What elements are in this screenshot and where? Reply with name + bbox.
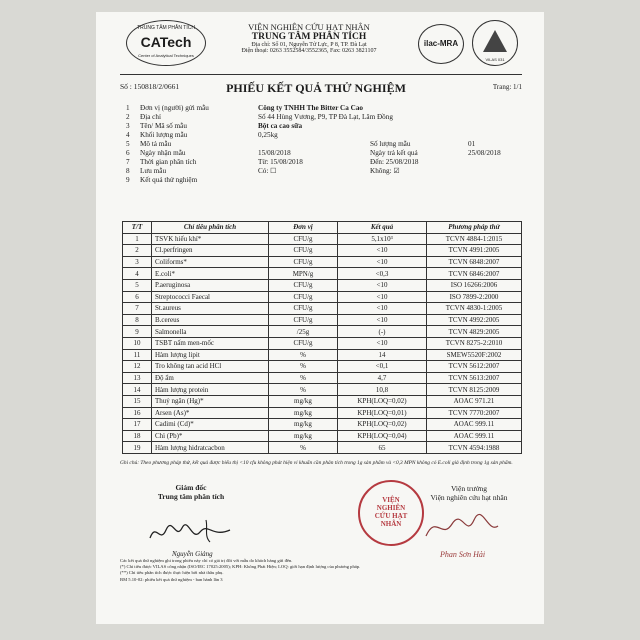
cell-unit: % xyxy=(269,361,338,373)
sender-value: Công ty TNHH The Bitter Ca Cao xyxy=(258,104,364,112)
cell-result: KPH(LOQ=0,04) xyxy=(338,430,427,442)
info-number: 4 xyxy=(126,131,130,139)
info-label: Ngày trả kết quả xyxy=(370,149,418,157)
cell-unit: CFU/g xyxy=(269,233,338,245)
cell-name: B.cereus xyxy=(152,314,269,326)
info-label: Kết quả thử nghiệm xyxy=(140,176,198,184)
info-label: Ngày nhận mẫu xyxy=(140,149,186,157)
table-row xyxy=(123,256,522,268)
cell-method: ISO 7899-2:2000 xyxy=(427,291,522,303)
info-row xyxy=(120,140,522,149)
cell-method: TCVN 6848:2007 xyxy=(427,256,522,268)
cell-method: TCVN 6846:2007 xyxy=(427,268,522,280)
cell-result: <10 xyxy=(338,245,427,257)
vilas-triangle-icon xyxy=(483,30,507,52)
results-body xyxy=(123,233,522,453)
table-row xyxy=(123,442,522,454)
table-row xyxy=(123,361,522,373)
head-org: Viện nghiên cứu hạt nhân xyxy=(430,493,508,502)
received-date-value: 15/08/2018 xyxy=(258,149,291,157)
cell-name: Salmonella xyxy=(152,326,269,338)
retain-yes-checkbox: Có: ☐ xyxy=(258,167,277,175)
cell-tt: 16 xyxy=(123,407,152,419)
stamp-text: VIỆN NGHIÊN CỨU HẠT NHÂN xyxy=(374,496,408,528)
info-number: 8 xyxy=(126,167,130,175)
cell-name: Thuỷ ngân (Hg)* xyxy=(152,395,269,407)
director-signature-icon xyxy=(146,516,236,548)
sample-name-value: Bột ca cao sữa xyxy=(258,122,303,130)
info-number: 3 xyxy=(126,122,130,130)
cell-unit: mg/kg xyxy=(269,430,338,442)
table-row xyxy=(123,407,522,419)
cell-method: TCVN 8125:2009 xyxy=(427,384,522,396)
cell-unit: CFU/g xyxy=(269,303,338,315)
info-label: Số lượng mẫu xyxy=(370,140,411,148)
header-divider xyxy=(120,74,522,75)
cell-result: KPH(LOQ=0,02) xyxy=(338,395,427,407)
cell-unit: % xyxy=(269,349,338,361)
cell-result: (-) xyxy=(338,326,427,338)
cell-name: Độ ẩm xyxy=(152,372,269,384)
cell-unit: mg/kg xyxy=(269,407,338,419)
info-row xyxy=(120,176,522,185)
head-name: Phan Sơn Hải xyxy=(440,550,486,559)
return-date-value: 25/08/2018 xyxy=(468,149,501,157)
cell-method: TCVN 5613:2007 xyxy=(427,372,522,384)
cell-method: TCVN 4992:2005 xyxy=(427,314,522,326)
retain-no-checkbox: Không: ☑ xyxy=(370,167,400,175)
cell-tt: 2 xyxy=(123,245,152,257)
info-row xyxy=(120,104,522,113)
table-row xyxy=(123,419,522,431)
cell-name: Tro không tan acid HCl xyxy=(152,361,269,373)
cell-name: Hàm lượng hidratcacbon xyxy=(152,442,269,454)
cell-unit: mg/kg xyxy=(269,395,338,407)
info-label: Đơn vị (người) gửi mẫu xyxy=(140,104,209,112)
director-title: Giám đốc xyxy=(175,483,207,492)
report-sheet xyxy=(96,12,544,624)
cell-name: Hàm lượng protein xyxy=(152,384,269,396)
cell-tt: 14 xyxy=(123,384,152,396)
cell-name: P.aeruginosa xyxy=(152,279,269,291)
cell-tt: 13 xyxy=(123,372,152,384)
cell-result: 5,1x10³ xyxy=(338,233,427,245)
cell-tt: 19 xyxy=(123,442,152,454)
info-number: 6 xyxy=(126,149,130,157)
institute-address: Địa chỉ: Số 01, Nguyễn Tử Lực, P 8, TP. Đà Lạt xyxy=(251,42,367,48)
cell-name: Streptococci Faecal xyxy=(152,291,269,303)
footer-line: (**) Chỉ tiêu phân tích được thực hiện bởi nhà thầu phụ. xyxy=(120,570,224,576)
cell-method: TCVN 7770:2007 xyxy=(427,407,522,419)
catech-logo-subtitle: Center of Analytical Techniques xyxy=(138,53,194,58)
table-row xyxy=(123,337,522,349)
col-header-tt: T/T xyxy=(123,222,152,234)
footer-line: Các kết quả thử nghiệm ghi trong phiếu này chỉ có giá trị đối với mẫu do khách hàng gửi đến. xyxy=(120,558,293,563)
cell-result: 10,8 xyxy=(338,384,427,396)
info-number: 5 xyxy=(126,140,130,148)
report-number: Số : 150818/2/0661 xyxy=(120,82,180,91)
table-row xyxy=(123,326,522,338)
head-signature-icon xyxy=(422,510,502,544)
cell-result: <10 xyxy=(338,279,427,291)
cell-method: TCVN 4884-1:2015 xyxy=(427,233,522,245)
cell-unit: CFU/g xyxy=(269,279,338,291)
cell-tt: 12 xyxy=(123,361,152,373)
cell-tt: 5 xyxy=(123,279,152,291)
cell-unit: CFU/g xyxy=(269,337,338,349)
analysis-to-value: Đến: 25/08/2018 xyxy=(370,158,419,166)
cell-result: <0,3 xyxy=(338,268,427,280)
cell-name: Coliforms* xyxy=(152,256,269,268)
cell-tt: 4 xyxy=(123,268,152,280)
cell-method: SMEW5520F:2002 xyxy=(427,349,522,361)
cell-unit: /25g xyxy=(269,326,338,338)
cell-method: ISO 16266:2006 xyxy=(427,279,522,291)
info-number: 9 xyxy=(126,176,130,184)
sample-weight-value: 0,25kg xyxy=(258,131,278,139)
analysis-from-value: Từ: 15/08/2018 xyxy=(258,158,303,166)
info-number: 1 xyxy=(126,104,130,112)
catech-logo-name: CATech xyxy=(140,34,192,50)
info-label: Mô tả mẫu xyxy=(140,140,172,148)
cell-tt: 7 xyxy=(123,303,152,315)
table-row xyxy=(123,303,522,315)
cell-result: 65 xyxy=(338,442,427,454)
cell-method: AOAC 999.11 xyxy=(427,419,522,431)
table-row xyxy=(123,291,522,303)
cell-name: Chì (Pb)* xyxy=(152,430,269,442)
institute-name: VIỆN NGHIÊN CỨU HẠT NHÂN xyxy=(248,22,370,32)
cell-tt: 11 xyxy=(123,349,152,361)
table-row xyxy=(123,430,522,442)
col-header-result: Kết quả xyxy=(338,222,427,234)
page-indicator: Trang: 1/1 xyxy=(492,83,522,91)
sample-info xyxy=(120,104,522,185)
cell-name: Hàm lượng lipit xyxy=(152,349,269,361)
institute-phone: Điện thoại: 0263 3552584/3552365, Fax: 0263 3821107 xyxy=(241,48,377,54)
cell-result: <10 xyxy=(338,256,427,268)
cell-tt: 17 xyxy=(123,419,152,431)
table-row xyxy=(123,233,522,245)
table-row xyxy=(123,279,522,291)
footer-line: BM 5.10-02: phiếu kết quả thử nghiệm - ban hành lần 3 xyxy=(120,576,223,582)
info-number: 7 xyxy=(126,158,130,166)
footer-line: (*) Chỉ tiêu được VILAS công nhận (ISO/IEC 17025:2005); KPH: Không Phát Hiện; LOQ: giới hạn định lượng của phương pháp. xyxy=(120,564,361,570)
cell-result: 14 xyxy=(338,349,427,361)
info-row xyxy=(120,131,522,140)
table-row xyxy=(123,314,522,326)
vilas-logo xyxy=(472,20,518,66)
cell-method: TCVN 4991:2005 xyxy=(427,245,522,257)
ilac-mra-logo: ilac-MRA xyxy=(418,24,464,64)
cell-unit: % xyxy=(269,442,338,454)
cell-name: Cadimi (Cd)* xyxy=(152,419,269,431)
cell-tt: 1 xyxy=(123,233,152,245)
cell-method: TCVN 4594:1988 xyxy=(427,442,522,454)
cell-tt: 9 xyxy=(123,326,152,338)
cell-tt: 3 xyxy=(123,256,152,268)
info-row xyxy=(120,113,522,122)
cell-tt: 8 xyxy=(123,314,152,326)
cell-result: <10 xyxy=(338,337,427,349)
table-row xyxy=(123,349,522,361)
cell-unit: MPN/g xyxy=(269,268,338,280)
cell-method: TCVN 8275-2:2010 xyxy=(427,337,522,349)
cell-name: St.aureus xyxy=(152,303,269,315)
address-value: Số 44 Hùng Vương, P9, TP Đà Lạt, Lâm Đồng xyxy=(258,113,393,121)
institute-header xyxy=(214,22,404,54)
cell-result: KPH(LOQ=0,01) xyxy=(338,407,427,419)
cell-result: <10 xyxy=(338,303,427,315)
cell-result: <10 xyxy=(338,291,427,303)
cell-unit: CFU/g xyxy=(269,314,338,326)
red-stamp-icon xyxy=(358,480,424,546)
cell-unit: % xyxy=(269,372,338,384)
cell-result: KPH(LOQ=0,02) xyxy=(338,419,427,431)
table-header-row xyxy=(123,222,522,234)
table-row xyxy=(123,384,522,396)
col-header-name: Chỉ tiêu phân tích xyxy=(152,222,269,234)
cell-name: E.coli* xyxy=(152,268,269,280)
cell-result: 4,7 xyxy=(338,372,427,384)
vilas-label: VILAS 031 xyxy=(485,57,505,62)
cell-unit: CFU/g xyxy=(269,256,338,268)
cell-name: TSVK hiếu khí* xyxy=(152,233,269,245)
table-row xyxy=(123,268,522,280)
info-label: Lưu mẫu xyxy=(140,167,167,175)
cell-unit: CFU/g xyxy=(269,291,338,303)
head-signature-block xyxy=(414,484,524,502)
catech-logo xyxy=(126,20,206,66)
results-note: Ghi chú: Theo phương pháp thử, kết quả được biểu thị <10 cfu không phát hiện vi khuẩn cần phân tích trong 1g sản phẩm và <0,3 MPN không có E.coli giả định trong 1g sản phẩm. xyxy=(120,460,513,466)
report-title: PHIẾU KẾT QUẢ THỬ NGHIỆM xyxy=(226,81,406,95)
director-org: Trung tâm phân tích xyxy=(157,492,225,501)
info-label: Khối lượng mẫu xyxy=(140,131,188,139)
cell-method: AOAC 971.21 xyxy=(427,395,522,407)
cell-result: <0,1 xyxy=(338,361,427,373)
table-row xyxy=(123,372,522,384)
cell-tt: 18 xyxy=(123,430,152,442)
col-header-unit: Đơn vị xyxy=(269,222,338,234)
head-title: Viện trưởng xyxy=(450,484,488,493)
cell-tt: 6 xyxy=(123,291,152,303)
cell-method: AOAC 999.11 xyxy=(427,430,522,442)
col-header-method: Phương pháp thử xyxy=(427,222,522,234)
cell-tt: 15 xyxy=(123,395,152,407)
results-table xyxy=(122,221,522,454)
catech-logo-top-text: TRUNG TÂM PHÂN TÍCH xyxy=(137,25,195,31)
cell-method: TCVN 4830-1:2005 xyxy=(427,303,522,315)
cell-unit: mg/kg xyxy=(269,419,338,431)
cell-tt: 10 xyxy=(123,337,152,349)
info-row xyxy=(120,158,522,167)
info-row xyxy=(120,167,522,176)
cell-name: Arsen (As)* xyxy=(152,407,269,419)
cell-method: TCVN 5612:2007 xyxy=(427,361,522,373)
info-label: Tên/ Mã số mẫu xyxy=(140,122,187,130)
info-label: Thời gian phân tích xyxy=(140,158,197,166)
info-label: Địa chỉ xyxy=(140,113,161,121)
cell-method: TCVN 4829:2005 xyxy=(427,326,522,338)
info-row xyxy=(120,149,522,158)
cell-unit: CFU/g xyxy=(269,245,338,257)
cell-name: TSBT nấm men-mốc xyxy=(152,337,269,349)
center-name: TRUNG TÂM PHÂN TÍCH xyxy=(251,32,367,42)
table-row xyxy=(123,245,522,257)
info-row xyxy=(120,122,522,131)
sample-count-value: 01 xyxy=(468,140,476,148)
director-signature-block xyxy=(136,483,246,501)
director-name: Nguyễn Giảng xyxy=(172,550,213,558)
cell-unit: % xyxy=(269,384,338,396)
cell-result: <10 xyxy=(338,314,427,326)
info-number: 2 xyxy=(126,113,130,121)
footer-notes xyxy=(120,558,522,583)
cell-name: Cl.perfringen xyxy=(152,245,269,257)
table-row xyxy=(123,395,522,407)
